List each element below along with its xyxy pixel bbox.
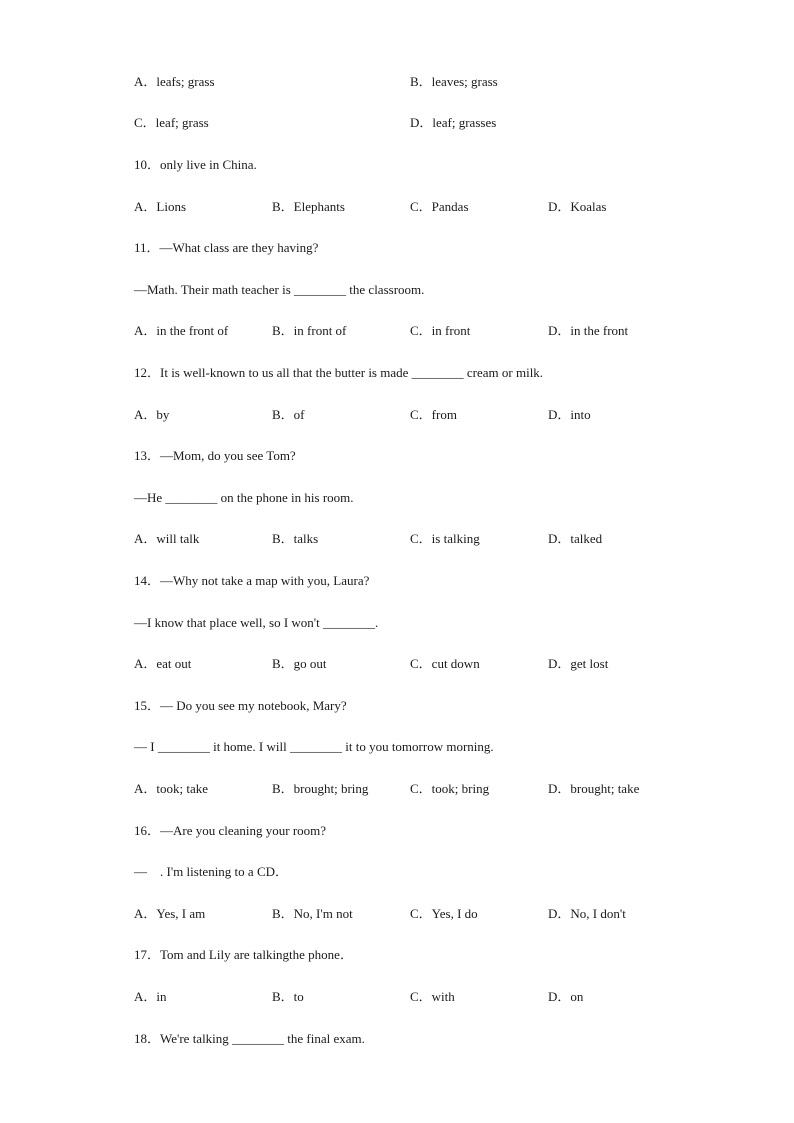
q16-line2: — . I'm listening to a CD． [134, 864, 289, 879]
q16-option-a: A．Yes, I am [134, 906, 206, 921]
q15-stem: 15．— Do you see my notebook, Mary? [134, 698, 347, 713]
q9-option-b: B．leaves; grass [410, 74, 498, 89]
q12-stem: 12．It is well-known to us all that the butter is made ________ cream or milk. [134, 365, 544, 380]
q11-option-a: A．in the front of [134, 323, 229, 338]
q17-option-b: B．to [272, 989, 304, 1004]
q10-option-b: B．Elephants [272, 199, 345, 214]
q15-line2: — I ________ it home. I will ________ it to you tomorrow morning. [134, 739, 494, 754]
q10-stem: 10．only live in China. [134, 157, 257, 172]
q13-stem: 13．—Mom, do you see Tom? [134, 448, 296, 463]
q10-option-c: C．Pandas [410, 199, 469, 214]
q10-option-a: A．Lions [134, 199, 187, 214]
q16-option-b: B．No, I'm not [272, 906, 353, 921]
q17-stem: 17．Tom and Lily are talkingthe phone． [134, 947, 353, 962]
q16-option-c: C．Yes, I do [410, 906, 478, 921]
q14-option-d: D．get lost [548, 656, 609, 671]
q15-option-c: C．took; bring [410, 781, 490, 796]
q13-option-b: B．talks [272, 531, 319, 546]
q13-option-d: D．talked [548, 531, 603, 546]
q11-option-d: D．in the front [548, 323, 629, 338]
q15-option-a: A．took; take [134, 781, 209, 796]
q13-line2: —He ________ on the phone in his room. [134, 490, 354, 505]
q14-option-a: A．eat out [134, 656, 192, 671]
q13-option-c: C．is talking [410, 531, 480, 546]
q18-stem: 18．We're talking ________ the final exam. [134, 1031, 365, 1046]
q12-option-b: B．of [272, 407, 305, 422]
q10-option-d: D．Koalas [548, 199, 607, 214]
q12-option-d: D．into [548, 407, 591, 422]
q15-option-d: D．brought; take [548, 781, 640, 796]
q11-option-c: C．in front [410, 323, 471, 338]
q12-option-c: C．from [410, 407, 457, 422]
q12-option-a: A．by [134, 407, 170, 422]
q15-option-b: B．brought; bring [272, 781, 369, 796]
q14-line2: —I know that place well, so I won't ________. [134, 615, 379, 630]
q14-option-c: C．cut down [410, 656, 480, 671]
q17-option-a: A．in [134, 989, 167, 1004]
q11-stem: 11．—What class are they having? [134, 240, 319, 255]
q17-option-c: C．with [410, 989, 455, 1004]
q11-option-b: B．in front of [272, 323, 347, 338]
q9-option-c: C．leaf; grass [134, 115, 209, 130]
q16-option-d: D．No, I don't [548, 906, 626, 921]
q11-line2: —Math. Their math teacher is ________ the classroom. [134, 282, 425, 297]
q9-option-d: D．leaf; grasses [410, 115, 497, 130]
q9-option-a: A．leafs; grass [134, 74, 215, 89]
q14-option-b: B．go out [272, 656, 327, 671]
q16-stem: 16．—Are you cleaning your room? [134, 823, 327, 838]
q13-option-a: A．will talk [134, 531, 200, 546]
q14-stem: 14．—Why not take a map with you, Laura? [134, 573, 370, 588]
q17-option-d: D．on [548, 989, 584, 1004]
